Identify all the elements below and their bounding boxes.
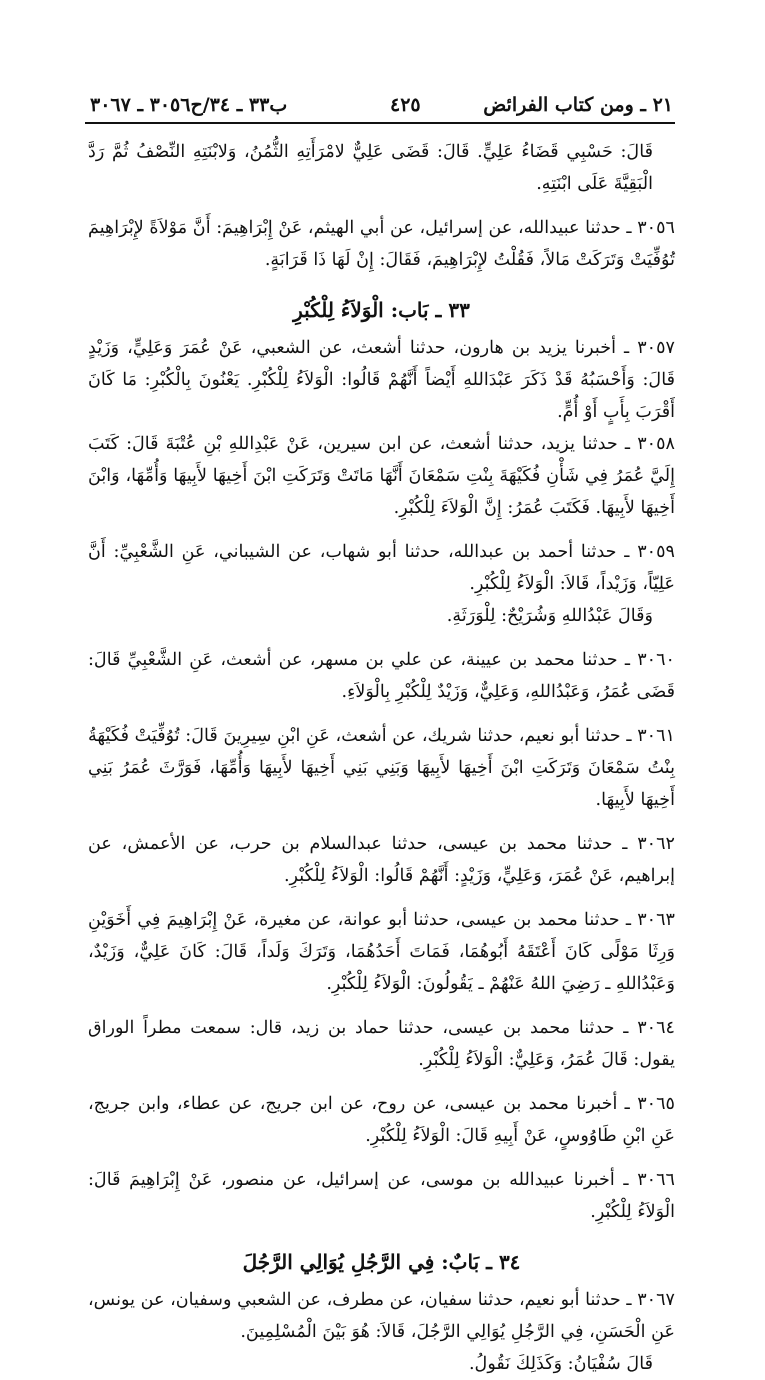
hadith-3060: ٣٠٦٠ ـ حدثنا محمد بن عيينة، عن علي بن مسهر، عن أشعث، عَنِ الشَّعْبِيِّ قَالَ: قَضَى عُمَرُ، وَعَبْدُاللهِ، وَعَلِيٌّ، وَزَيْدٌ لِلْكُبْرِ بِالْوَلاَءِ. — [88, 650, 675, 702]
hadith-3059: ٣٠٥٩ ـ حدثنا أحمد بن عبدالله، حدثنا أبو شهاب، عن الشيباني، عَنِ الشَّعْبِيِّ: أَنَّ عَلِيّاً، وَزَيْداً، قَالاَ: الْوَلاَءُ لِلْكُبْرِ. — [88, 542, 675, 594]
header-section-title: ٢١ ـ ومن كتاب الفرائض — [483, 94, 673, 116]
header-references: ب٣٣ ـ ٣٤/ح٣٠٥٦ ـ ٣٠٦٧ — [90, 94, 288, 116]
chapter-heading-34: ٣٤ ـ بَابٌ: فِي الرَّجُلِ يُوَالِي الرَّجُلَ — [242, 1250, 521, 1274]
hadith-3067: ٣٠٦٧ ـ حدثنا أبو نعيم، حدثنا سفيان، عن مطرف، عن الشعبي وسفيان، عن يونس، عَنِ الْحَسَنِ، فِي الرَّجُلِ يُوَالِي الرَّجُلَ، قَالاَ: هُوَ بَيْنَ الْمُسْلِمِينَ. — [88, 1290, 675, 1342]
running-header — [90, 88, 673, 122]
paragraph: قَالَ: حَسْبِي قَضَاءُ عَلِيٍّ. قَالَ: قَضَى عَلِيٌّ لامْرَأَتِهِ الثُّمُنُ، وَلابْنَتِهِ النِّصْفُ ثُمَّ رَدَّ الْبَقِيَّةَ عَلَى ابْنَتِهِ. — [88, 142, 653, 194]
hadith-3063: ٣٠٦٣ ـ حدثنا محمد بن عيسى، حدثنا أبو عوانة، عن مغيرة، عَنْ إِبْرَاهِيمَ فِي أَخَوَيْنِ وَرِثَا مَوْلًى كَانَ أَعْتَقَهُ أَبُوهُمَا، فَمَاتَ أَحَدُهُمَا، وَتَرَكَ وَلَداً، قَالَ: كَانَ عَلِيٌّ، وَزَيْدٌ، وَعَبْدُاللهِ ـ رَضِيَ اللهُ عَنْهُمْ ـ يَقُولُونَ: الْوَلاَءُ لِلْكُبْرِ. — [88, 910, 675, 994]
hadith-3058: ٣٠٥٨ ـ حدثنا يزيد، حدثنا أشعث، عن ابن سيرين، عَنْ عَبْدِاللهِ بْنِ عُتْبَةَ قَالَ: كَتَبَ إِلَيَّ عُمَرُ فِي شَأْنِ فُكَيْهَةَ بِنْتِ سَمْعَانَ أَنَّهَا مَاتَتْ وَتَرَكَتِ ابْنَ أَخِيهَا لأَبِيهَا وَأُمِّهَا، وَابْنَ أَخِيهَا لأَبِيهَا. فَكَتَبَ عُمَرُ: إِنَّ الْوَلاَءَ لِلْكُبْرِ. — [88, 434, 675, 518]
hadith-3066: ٣٠٦٦ ـ أخبرنا عبيدالله بن موسى، عن إسرائيل، عن منصور، عَنْ إِبْرَاهِيمَ قَالَ: الْوَلاَءُ لِلْكُبْرِ. — [88, 1170, 675, 1222]
page-body — [88, 136, 675, 1380]
hadith-3065: ٣٠٦٥ ـ أخبرنا محمد بن عيسى، عن روح، عن ابن جريج، عن عطاء، وابن جريج، عَنِ ابْنِ طَاوُوسٍ، عَنْ أَبِيهِ قَالَ: الْوَلاَءُ لِلْكُبْرِ. — [88, 1094, 675, 1146]
hadith-3056: ٣٠٥٦ ـ حدثنا عبيدالله، عن إسرائيل، عن أبي الهيثم، عَنْ إِبْرَاهِيمَ: أَنَّ مَوْلاَةً لإِبْرَاهِيمَ تُوُفِّيَتْ وَتَرَكَتْ مَالاً، فَقُلْتُ لإِبْرَاهِيمَ، فَقَالَ: إِنْ لَهَا ذَا قَرَابَةٍ. — [88, 218, 675, 270]
hadith-3062: ٣٠٦٢ ـ حدثنا محمد بن عيسى، حدثنا عبدالسلام بن حرب، عن الأعمش، عن إبراهيم، عَنْ عُمَرَ، وَعَلِيٍّ، وَزَيْدٍ: أَنَّهُمْ قَالُوا: الْوَلاَءُ لِلْكُبْرِ. — [88, 834, 675, 886]
paragraph: وَقَالَ عَبْدُاللهِ وَشُرَيْحٌ: لِلْوَرَثَةِ. — [446, 606, 653, 626]
page-number: ٤٢٥ — [390, 94, 421, 116]
paragraph: قَالَ سُفْيَانُ: وَكَذَلِكَ نَقُولُ. — [468, 1354, 653, 1374]
hadith-3061: ٣٠٦١ ـ حدثنا أبو نعيم، حدثنا شريك، عن أشعث، عَنِ ابْنِ سِيرِينَ قَالَ: تُوُفِّيَتْ فُكَيْهَةُ بِنْتُ سَمْعَانَ وَتَرَكَتِ ابْنَ أَخِيهَا لأَبِيهَا وَبَنِي بَنِي أَخِيهَا لأَبِيهَا وَأُمِّهَا، فَوَرَّثَ عُمَرُ بَنِي أَخِيهَا لأَبِيهَا. — [88, 726, 675, 810]
header-rule — [85, 122, 675, 124]
hadith-3064: ٣٠٦٤ ـ حدثنا محمد بن عيسى، حدثنا حماد بن زيد، قال: سمعت مطراً الوراق يقول: قَالَ عُمَرُ، وَعَلِيٌّ: الْوَلاَءُ لِلْكُبْرِ. — [88, 1018, 675, 1070]
chapter-heading-33: ٣٣ ـ بَاب: الْوَلاَءُ لِلْكُبْرِ — [293, 298, 470, 322]
hadith-3057: ٣٠٥٧ ـ أخبرنا يزيد بن هارون، حدثنا أشعث، عن الشعبي، عَنْ عُمَرَ وَعَلِيٍّ، وَزَيْدٍ قَالَ: وَأَحْسَبُهُ قَدْ ذَكَرَ عَبْدَاللهِ أَيْضاً أَنَّهُمْ قَالُوا: الْوَلاَءُ لِلْكُبْرِ. يَعْنُونَ بِالْكُبْرِ: مَا كَانَ أَقْرَبَ بِأَبٍ أَوْ أُمٍّ. — [88, 338, 675, 422]
